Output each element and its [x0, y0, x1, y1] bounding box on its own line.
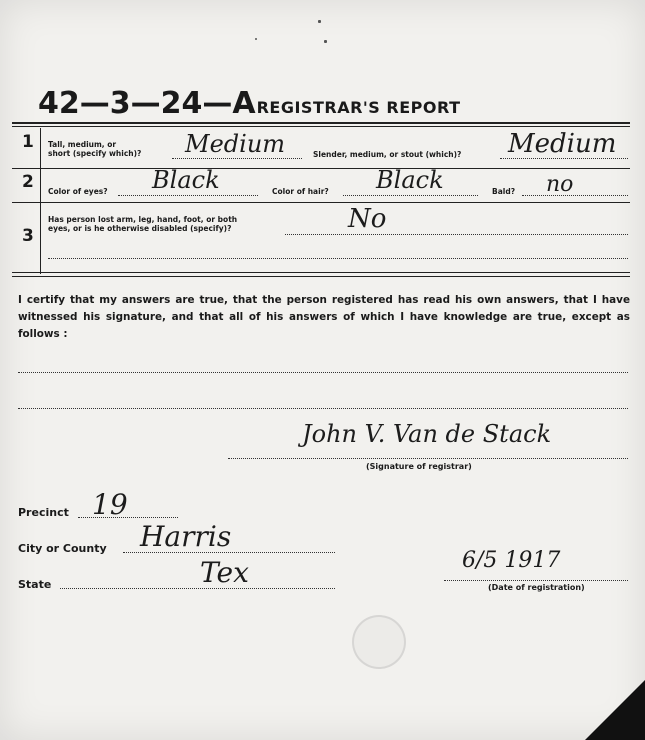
build-value: Medium [508, 129, 617, 159]
row-rule [12, 272, 630, 273]
height-line [172, 158, 302, 159]
eyes-value: Black [152, 166, 220, 194]
report-title: REGISTRAR'S REPORT [256, 98, 461, 117]
city-county-label: City or County [18, 542, 107, 555]
hair-line [343, 195, 478, 196]
row-rule [12, 202, 630, 203]
row-rule [12, 168, 630, 169]
precinct-value: 19 [92, 488, 128, 521]
row-number-2: 2 [22, 172, 34, 192]
eyes-line [118, 195, 258, 196]
build-label: Slender, medium, or stout (which)? [313, 150, 462, 159]
eyes-label: Color of eyes? [48, 187, 108, 196]
bald-label: Bald? [492, 187, 516, 196]
state-line [60, 588, 335, 589]
date-caption: (Date of registration) [488, 583, 585, 592]
height-label: Tall, medium, or short (specify which)? [48, 140, 142, 158]
disabled-line-2 [48, 258, 628, 259]
exception-line-2 [18, 408, 628, 409]
header-rule [12, 122, 630, 124]
scan-speck [255, 38, 257, 40]
report-header [38, 86, 460, 121]
header-rule-thin [12, 126, 630, 127]
scan-corner-shadow [585, 680, 645, 740]
serial-number: 42—3—24—A [38, 86, 256, 121]
hair-value: Black [376, 166, 444, 194]
row-number-divider [40, 128, 41, 274]
height-value: Medium [185, 130, 286, 158]
state-value: Tex [200, 556, 249, 589]
hair-label: Color of hair? [272, 187, 329, 196]
registration-date: 6/5 1917 [462, 548, 561, 573]
certification-text: I certify that my answers are true, that the person registered has read his own answers, that I have witnessed his signature, and that all of his answers of which I have knowledge are true, except as follows : [18, 294, 630, 340]
precinct-label: Precinct [18, 506, 69, 519]
disabled-value: No [348, 204, 387, 234]
signature-caption: (Signature of registrar) [366, 462, 472, 471]
signature-line [228, 458, 628, 459]
row-number-3: 3 [22, 226, 34, 246]
faint-stamp [352, 615, 406, 669]
bald-value: no [546, 172, 574, 197]
city-county-value: Harris [140, 520, 232, 553]
disabled-line [285, 234, 628, 235]
scan-speck [324, 40, 327, 43]
bald-line [522, 195, 628, 196]
scan-speck [318, 20, 321, 23]
row-rule-thin [12, 276, 630, 277]
state-label: State [18, 578, 52, 591]
registrar-signature: John V. Van de Stack [302, 420, 552, 448]
date-line [444, 580, 628, 581]
row-number-1: 1 [22, 132, 34, 152]
disabled-label: Has person lost arm, leg, hand, foot, or both eyes, or is he otherwise disabled (specify)? [48, 215, 238, 233]
exception-line-1 [18, 372, 628, 373]
